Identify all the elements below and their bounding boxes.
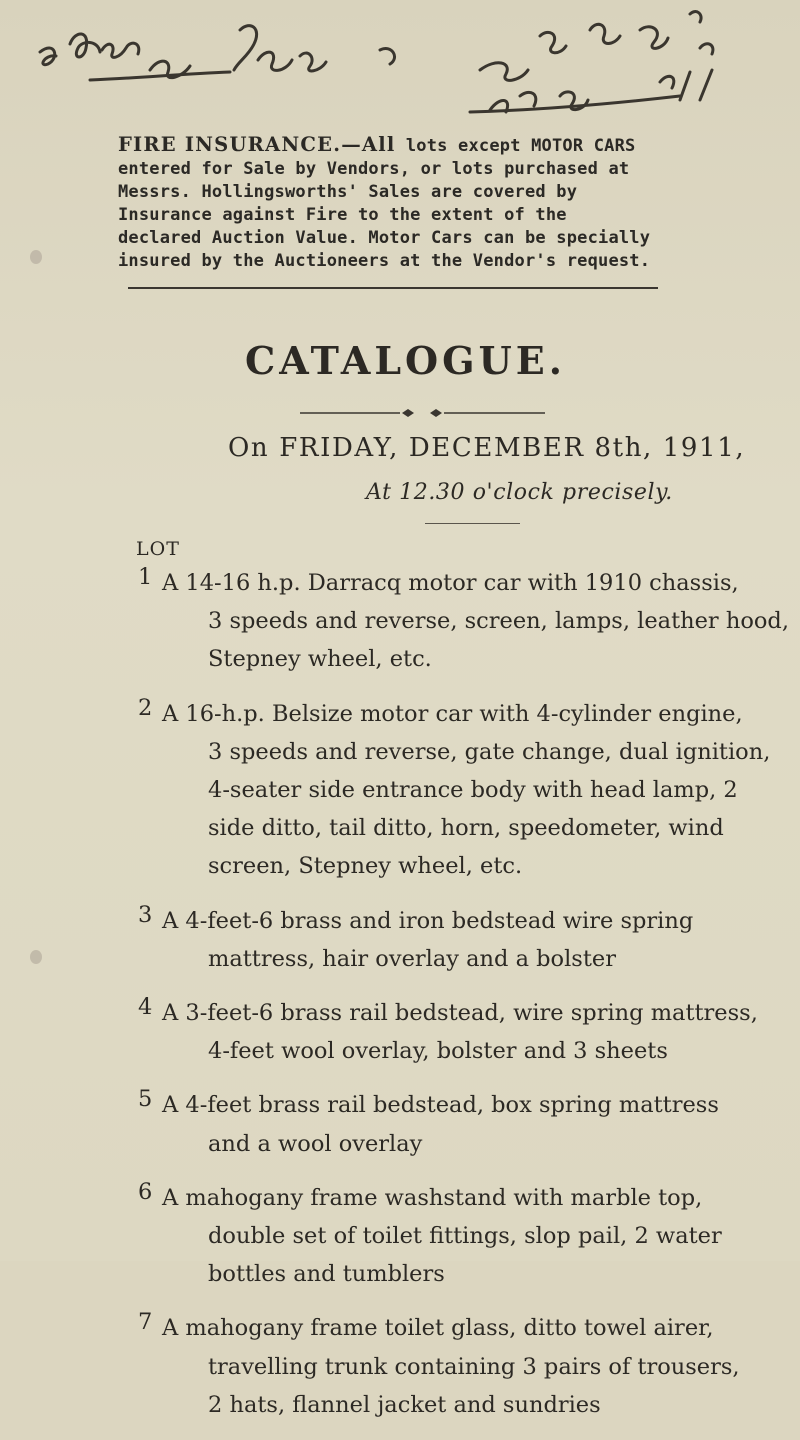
notice-line: Messrs. Hollingsworths' Sales are covered by [118,182,578,202]
ornament-divider [300,408,545,418]
lot-description-line: 4-feet wool overlay, bolster and 3 sheets [208,1038,668,1065]
lot-description-line: A mahogany frame washstand with marble top, [162,1184,703,1211]
lot-number: 4 [138,994,153,1021]
lot-description-line: A 4-feet-6 brass and iron bedstead wire spring [162,907,694,934]
lot-item [138,1309,768,1424]
lot-description-line: 3 speeds and reverse, gate change, dual ignition, [208,738,771,765]
lot-item [138,902,768,978]
lot-list [138,564,789,1440]
section-divider [128,287,658,289]
lot-description-line: A 3-feet-6 brass rail bedstead, wire spring mattress, [162,1000,758,1027]
notice-line: declared Auction Value. Motor Cars can be specially [118,228,651,248]
lot-description-line: A mahogany frame toilet glass, ditto towel airer, [162,1315,714,1342]
lot-description-line: A 14-16 h.p. Darracq motor car with 1910 chassis, [162,570,739,596]
notice-line-text: lots except MOTOR CARS [395,136,636,156]
lot-number: 5 [138,1086,153,1113]
lot-number: 7 [138,1309,153,1336]
lot-description-line: bottles and tumblers [208,1261,445,1288]
notice-line [118,133,758,158]
notice-line: entered for Sale by Vendors, or lots purchased at [118,159,630,179]
lot-item [138,994,768,1070]
catalogue-title: CATALOGUE. [245,338,566,383]
lot-number: 3 [138,901,153,928]
lot-description-line: A 16-h.p. Belsize motor car with 4-cylinder engine, [162,700,743,727]
date-text: FRIDAY, DECEMBER 8th, 1911, [279,433,746,463]
lot-item [138,564,789,679]
notice-heading: FIRE INSURANCE.—All [118,133,396,156]
lot-item [138,1179,768,1294]
lot-item [138,1086,768,1162]
date-prefix: On [228,433,270,463]
notice-line: insured by the Auctioneers at the Vendor's request. [118,251,651,271]
lot-description-line: Stepney wheel, etc. [208,646,432,673]
lot-number: 1 [138,564,153,590]
punch-hole [30,250,42,264]
lot-description-line: 3 speeds and reverse, screen, lamps, leather hood, [208,608,789,635]
lot-description-line: 2 hats, flannel jacket and sundries [208,1391,601,1418]
lot-description-line: side ditto, tail ditto, horn, speedometer, wind [208,815,724,842]
lot-description-line: mattress, hair overlay and a bolster [208,945,616,972]
lot-number: 2 [138,694,153,721]
lot-description-line: double set of toilet fittings, slop pail, 2 water [208,1223,722,1250]
lot-number: 6 [138,1178,153,1205]
lot-description-line: and a wool overlay [208,1130,423,1157]
lot-item [138,694,771,886]
sale-time: At 12.30 o'clock precisely. [366,480,673,505]
short-divider [425,523,520,524]
sale-date [228,433,745,463]
lot-description-line: A 4-feet brass rail bedstead, box spring mattress [162,1092,719,1119]
handwritten-annotation [0,0,800,120]
lot-description-line: 4-seater side entrance body with head lamp, 2 [208,777,738,804]
punch-hole [30,950,42,964]
lot-description-line: travelling trunk containing 3 pairs of trousers, [208,1353,740,1380]
fire-insurance-notice [118,133,758,273]
lot-column-heading: LOT [136,538,180,560]
lot-description-line: screen, Stepney wheel, etc. [208,853,523,880]
notice-line: Insurance against Fire to the extent of the [118,205,567,225]
